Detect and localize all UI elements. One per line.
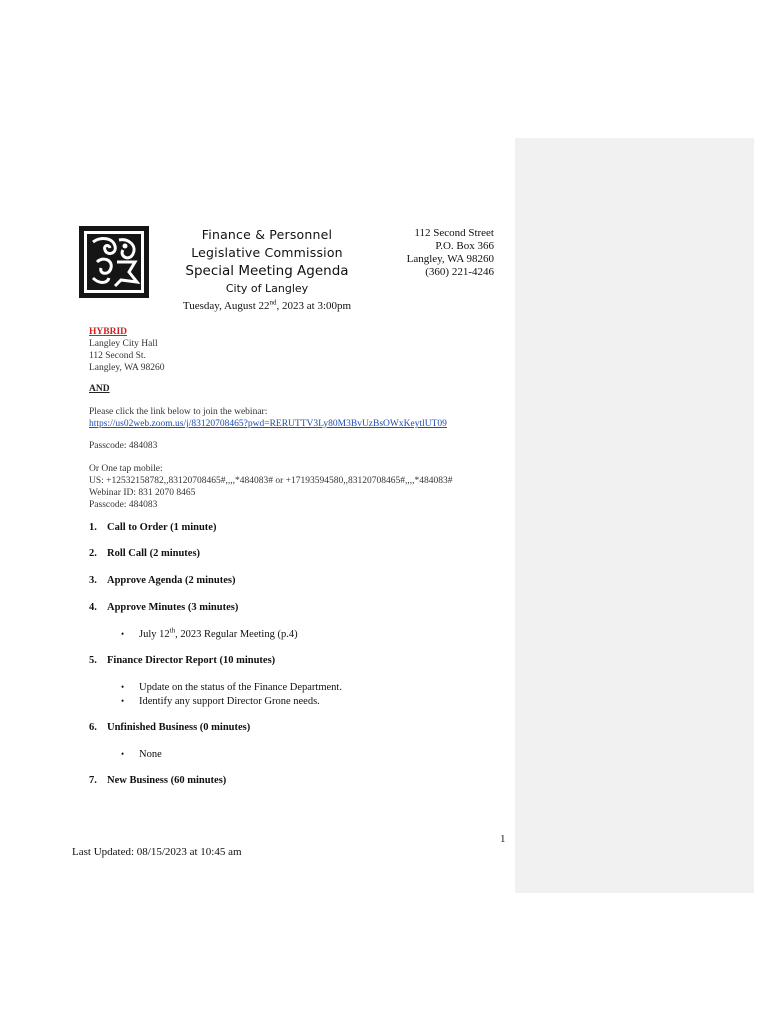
- comment-pane: [515, 138, 754, 893]
- title-line-3: Special Meeting Agenda: [185, 263, 349, 279]
- bullet-text: Identify any support Director Grone needs.: [139, 696, 320, 707]
- last-updated: Last Updated: 08/15/2023 at 10:45 am: [72, 846, 242, 858]
- agenda-title-block: [150, 226, 384, 314]
- venue-street: 112 Second St.: [89, 351, 146, 361]
- finance-bullet-2: [121, 696, 320, 707]
- bullet-text-rest: , 2023 Regular Meeting (p.4): [175, 629, 298, 640]
- city-address: [407, 227, 494, 279]
- bullet-text: None: [139, 749, 162, 760]
- and-label: AND: [89, 384, 110, 394]
- agenda-item-3: [89, 575, 235, 586]
- webinar-intro: Please click the link below to join the webinar:: [89, 407, 268, 417]
- agenda-item-2: [89, 548, 200, 559]
- item-number: 5.: [89, 655, 97, 666]
- address-phone: (360) 221-4246: [425, 266, 494, 278]
- one-tap-block: [89, 463, 453, 511]
- date-suffix: nd: [269, 298, 277, 307]
- item-label: Approve Agenda (2 minutes): [107, 575, 236, 586]
- agenda-item-5: [89, 655, 275, 666]
- item-number: 3.: [89, 575, 97, 586]
- bullet-glyph: •: [121, 749, 125, 759]
- bullet-glyph: •: [121, 696, 125, 706]
- minutes-bullet: [121, 626, 298, 640]
- title-line-1: Finance & Personnel: [201, 227, 333, 242]
- agenda-item-4: [89, 602, 238, 613]
- city-logo: [79, 226, 149, 298]
- title-line-2: Legislative Commission: [191, 245, 343, 260]
- date-text: Tuesday, August 22: [182, 300, 270, 312]
- item-number: 4.: [89, 602, 97, 613]
- unfinished-bullet: [121, 749, 162, 760]
- page-number: 1: [500, 833, 506, 845]
- item-label: Roll Call (2 minutes): [107, 548, 201, 559]
- date-time: , 2023 at 3:00pm: [276, 300, 352, 312]
- webinar-link[interactable]: https://us02web.zoom.us/j/83120708465?pwd=RERUTTV3Ly80M3BvUzBsOWxKeytlUT09: [89, 419, 447, 429]
- address-city: Langley, WA 98260: [406, 253, 494, 265]
- bullet-glyph: •: [121, 682, 125, 692]
- hybrid-label: HYBRID: [89, 327, 128, 337]
- item-label: Unfinished Business (0 minutes): [107, 722, 251, 733]
- location-block: [89, 326, 164, 374]
- item-label: Finance Director Report (10 minutes): [107, 655, 276, 666]
- venue-name: Langley City Hall: [89, 339, 158, 349]
- one-tap-numbers: US: +12532158782,,83120708465#,,,,*484083# or +17193594580,,83120708465#,,,,*484083#: [89, 476, 453, 486]
- bullet-text: July 12: [139, 629, 170, 640]
- address-street: 112 Second Street: [414, 227, 494, 239]
- meeting-date: [150, 298, 384, 314]
- item-number: 6.: [89, 722, 97, 733]
- item-number: 1.: [89, 522, 97, 533]
- bullet-text: Update on the status of the Finance Department.: [139, 682, 342, 693]
- webinar-passcode: Passcode: 484083: [89, 441, 158, 451]
- agenda-item-7: [89, 775, 226, 786]
- bullet-suffix: th: [169, 626, 176, 635]
- bullet-glyph: •: [121, 629, 125, 639]
- finance-bullet-1: [121, 682, 342, 693]
- agenda-item-6: [89, 722, 250, 733]
- title-line-4: City of Langley: [225, 282, 309, 295]
- item-number: 2.: [89, 548, 97, 559]
- item-label: Approve Minutes (3 minutes): [107, 602, 239, 613]
- one-tap-label: Or One tap mobile:: [89, 464, 163, 474]
- address-pobox: P.O. Box 366: [435, 240, 494, 252]
- webinar-id: Webinar ID: 831 2070 8465: [89, 488, 196, 498]
- item-label: New Business (60 minutes): [107, 775, 227, 786]
- item-label: Call to Order (1 minute): [107, 522, 217, 533]
- webinar-passcode-2: Passcode: 484083: [89, 500, 158, 510]
- agenda-item-1: [89, 522, 216, 533]
- item-number: 7.: [89, 775, 97, 786]
- venue-city: Langley, WA 98260: [89, 363, 165, 373]
